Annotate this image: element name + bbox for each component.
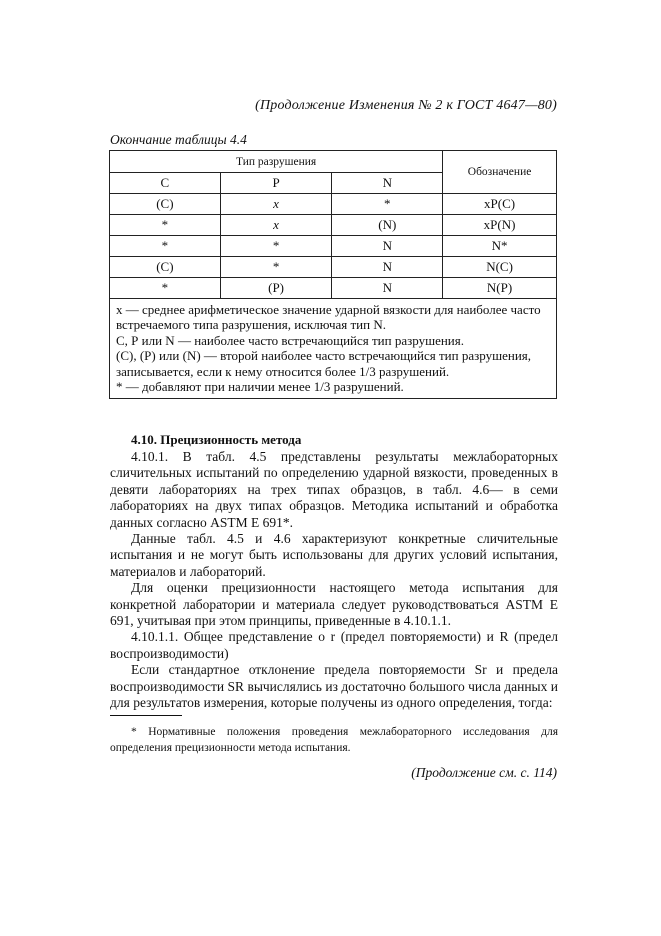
table-cell: (С): [110, 194, 221, 215]
table-notes: [110, 299, 557, 399]
continuation-header: (Продолжение Изменения № 2 к ГОСТ 4647—80): [255, 98, 557, 113]
note-line: x — среднее арифметическое значение ударной вязкости для наиболее часто встречаемого типа разрушения, исключая тип N.: [116, 302, 541, 333]
table-4-4: [109, 150, 557, 399]
table-row: [110, 278, 557, 299]
table-cell: x: [220, 194, 332, 215]
note-line: С, Р или N — наиболее часто встречающийся тип разрушения.: [116, 332, 464, 348]
table-cell: N*: [443, 236, 557, 257]
table-cell: xP(С): [443, 194, 557, 215]
table-notes-row: [110, 299, 557, 399]
table-cell: (Р): [220, 278, 332, 299]
table-cell: *: [332, 194, 443, 215]
table-cell: *: [110, 278, 221, 299]
paragraph: Данные табл. 4.5 и 4.6 характеризуют конкретные сличительные испытания и не могут быть использованы для других условий испытания, материалов и лабораторий.: [110, 531, 558, 579]
table-cell: xP(N): [443, 215, 557, 236]
table-cell: N: [332, 257, 443, 278]
subheader-c: С: [110, 173, 221, 194]
table-row: [110, 194, 557, 215]
table-cell: *: [110, 236, 221, 257]
section-body: [110, 449, 558, 712]
table-row: [110, 257, 557, 278]
note-line: (С), (Р) или (N) — второй наиболее часто встречающийся тип разрушения, записывается, если к нему относится более 1/3 разрушений.: [116, 348, 532, 379]
section-title: 4.10. Прецизионность метода: [131, 432, 302, 447]
paragraph: Если стандартное отклонение предела повторяемости Sr и предела воспроизводимости SR вычислялись из достаточно большого числа данных и для результатов измерения, которые получены из одного определения, тогда:: [110, 662, 558, 711]
footnote: * Нормативные положения проведения межлабораторного исследования для определения прецизионности метода испытания.: [110, 726, 558, 754]
note-line: * — добавляют при наличии менее 1/3 разрушений.: [116, 379, 404, 395]
paragraph: 4.10.1.1. Общее представление о r (предел повторяемости) и R (предел воспроизводимости): [110, 629, 558, 661]
table-cell: *: [110, 215, 221, 236]
table-cell: *: [220, 236, 332, 257]
table-row: [110, 236, 557, 257]
subheader-p: Р: [220, 173, 332, 194]
subheader-n: N: [332, 173, 443, 194]
table-cell: x: [220, 215, 332, 236]
table-cell: (N): [332, 215, 443, 236]
fracture-type-header: Тип разрушения: [110, 151, 443, 173]
footnote-divider: [110, 715, 182, 716]
table-caption: Окончание таблицы 4.4: [110, 132, 247, 147]
table-cell: (С): [110, 257, 221, 278]
designation-header: Обозначение: [443, 151, 557, 194]
table-row: [110, 215, 557, 236]
table-cell: N(Р): [443, 278, 557, 299]
table-cell: *: [220, 257, 332, 278]
table-cell: N: [332, 278, 443, 299]
table-cell: N: [332, 236, 443, 257]
paragraph: 4.10.1. В табл. 4.5 представлены результаты межлабораторных сличительных испытаний по определению ударной вязкости, проведенных в девяти лабораториях на трех типах образцов, в табл. 4.6— в семи лабораториях на двух типах образцов. Методика испытаний и обработка данных согласно ASTM E 691*.: [110, 449, 558, 530]
continuation-footer: (Продолжение см. с. 114): [411, 765, 557, 780]
table-header-row: [110, 151, 557, 173]
table-cell: N(С): [443, 257, 557, 278]
paragraph: Для оценки прецизионности настоящего метода испытания для конкретной лаборатории и материала следует руководствоваться ASTM E 691, учитывая при этом принципы, приведенные в 4.10.1.1.: [110, 580, 558, 629]
